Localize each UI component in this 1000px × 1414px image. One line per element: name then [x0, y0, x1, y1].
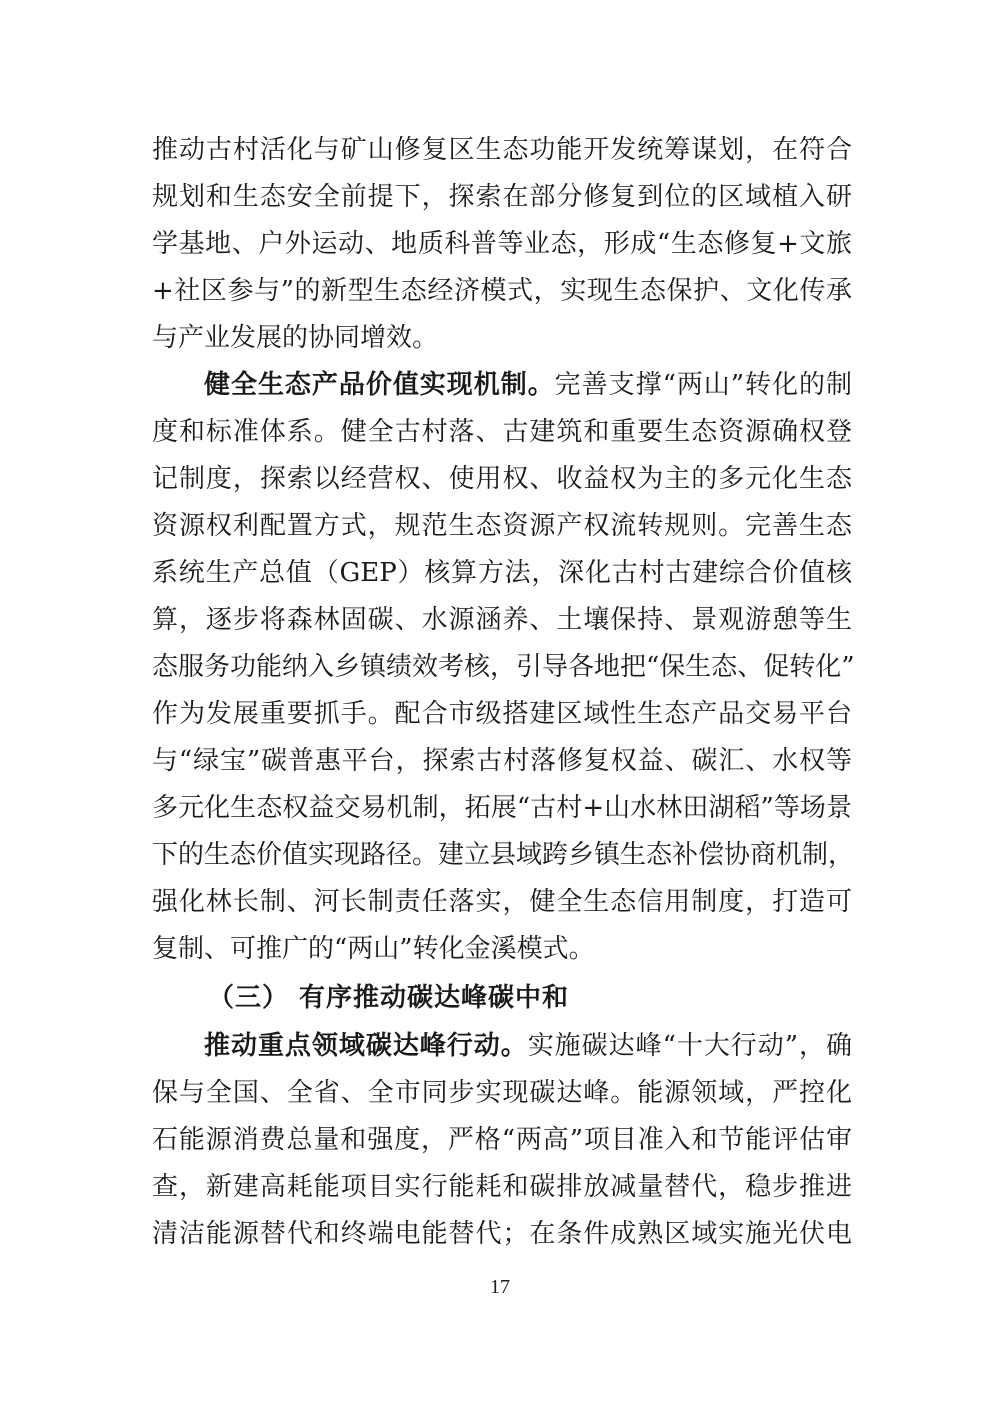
paragraph-1-line-3: 学基地、户外运动、地质科普等业态，形成“生态修复+文旅: [152, 229, 852, 259]
paragraph-2-line-6: 算，逐步将森林固碳、水源涵养、土壤保持、景观游憩等生: [152, 605, 852, 635]
paragraph-3-line-2: 保与全国、全省、全市同步实现碳达峰。能源领域，严控化: [152, 1078, 852, 1108]
paragraph-3-lead-title: 推动重点领域碳达峰行动。: [204, 1031, 528, 1061]
paragraph-2-line-4: 资源权利配置方式，规范生态资源产权流转规则。完善生态: [152, 511, 852, 541]
paragraph-2-line-9: 与“绿宝”碳普惠平台，探索古村落修复权益、碳汇、水权等: [152, 746, 852, 776]
paragraph-1-line-4: +社区参与”的新型生态经济模式，实现生态保护、文化传承: [152, 276, 852, 306]
paragraph-3-first-line-text: 实施碳达峰“十大行动”，确: [527, 1031, 852, 1061]
paragraph-2-first-line-text: 完善支撑“两山”转化的制: [554, 370, 852, 400]
section-heading: （三） 有序推动碳达峰碳中和: [208, 983, 570, 1013]
paragraph-1-line-1: 推动古村活化与矿山修复区生态功能开发统筹谋划，在符合: [152, 135, 852, 165]
paragraph-3-line-5: 清洁能源替代和终端电能替代；在条件成熟区域实施光伏电: [152, 1219, 852, 1249]
paragraph-2-line-7: 态服务功能纳入乡镇绩效考核，引导各地把“保生态、促转化”: [152, 652, 855, 682]
paragraph-2-line-2: 度和标准体系。健全古村落、古建筑和重要生态资源确权登: [152, 417, 852, 447]
paragraph-1-line-5: 与产业发展的协同增效。: [152, 323, 439, 353]
paragraph-3-line-3: 石能源消费总量和强度，严格“两高”项目准入和节能评估审: [152, 1125, 852, 1155]
page-number: 17: [490, 1276, 510, 1298]
paragraph-2-line-12: 强化林长制、河长制责任落实，健全生态信用制度，打造可: [152, 887, 852, 917]
paragraph-2-line-11: 下的生态价值实现路径。建立县域跨乡镇生态补偿协商机制，: [152, 840, 855, 870]
paragraph-3-line-4: 查，新建高耗能项目实行能耗和碳排放减量替代，稳步推进: [152, 1172, 852, 1202]
paragraph-2-line-10: 多元化生态权益交易机制，拓展“古村+山水林田湖稻”等场景: [152, 793, 852, 823]
paragraph-2-line-3: 记制度，探索以经营权、使用权、收益权为主的多元化生态: [152, 464, 852, 494]
paragraph-2-line-8: 作为发展重要抓手。配合市级搭建区域性生态产品交易平台: [152, 699, 852, 729]
paragraph-2-lead-title: 健全生态产品价值实现机制。: [204, 370, 555, 400]
paragraph-2-line-13: 复制、可推广的“两山”转化金溪模式。: [152, 934, 595, 964]
paragraph-1-line-2: 规划和生态安全前提下，探索在部分修复到位的区域植入研: [152, 182, 852, 212]
paragraph-2-line-5: 系统生产总值（GEP）核算方法，深化古村古建综合价值核: [152, 558, 852, 588]
